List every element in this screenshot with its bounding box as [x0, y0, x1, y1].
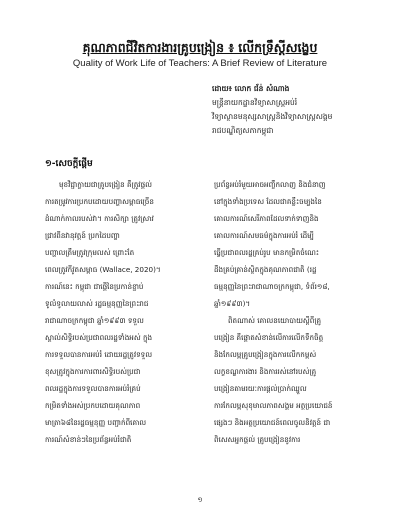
author-affiliation-line: វិទ្យាស្ថានមនុស្សសាស្ត្រនិងវិទ្យាសាស្ត្រសង្គម — [212, 112, 333, 121]
body-line: លក្ខខណ្ឌការងារ និងការរស់នៅរបស់គ្រូ — [214, 367, 317, 376]
body-line: គោលការណ៍សមធម៌ក្នុងការអប់រំ ដើម្បី — [214, 231, 314, 240]
body-line: មាត្រា៦៨នៃរដ្ឋធម្មនុញ្ញ បញ្ជាក់ពីគោល — [45, 418, 147, 427]
body-line: ខុសត្រូវក្នុងការការពារសិទ្ធិរបស់ប្រជា — [45, 367, 141, 376]
body-line: ធ្វើប្រជាពលរដ្ឋគ្រប់រូប មានកម្រិតចំណេះ — [214, 248, 320, 257]
article-subtitle-english: Quality of Work Life of Teachers: A Brief Review of Literature — [72, 58, 328, 69]
section-heading: ១-សេចក្តីផ្តើម — [45, 159, 93, 169]
body-line: បញ្ហាលត្រឹមត្រូវក្រុមលស់ ព្រោះតែ — [45, 248, 135, 257]
body-line: និងកែលម្អគ្រូបង្រៀនក្នុងការលើកកម្ពស់ — [214, 350, 317, 359]
body-line: ការណ៍សំខាន់ៗនៃប្រព័ន្ធអប់រំជាតិ — [45, 435, 132, 444]
body-line: ការកែលម្អសុខុមាលភាពសង្គម អត្ថប្រយោជន៍ — [214, 401, 333, 410]
body-line: គោលការណ៍សេរីភាពដែលទាក់ទាញនិង — [214, 214, 319, 223]
body-line: ជ្រាវពីនវានុវត្តន៍ ប្រកដៃបញ្ហា — [45, 231, 120, 240]
body-line: ស្គាល់សិទ្ធិរបស់ប្រជាពលរដ្ឋទាំងអស់ ក្នុង — [45, 333, 153, 342]
body-line: កម្រិតទាំងអស់ប្រកបដោយគុណភាព — [45, 401, 141, 410]
body-line: បង្រៀន គឺផ្តោតសំខាន់លើការលើកទឹកចិត្ត — [214, 333, 324, 342]
author-affiliation-line: មន្ត្រីនាយកដ្ឋានវិទ្យាសាស្ត្រអប់រំ — [212, 98, 298, 107]
body-line: នៅក្នុងទាំងប្រទេស ដែលជាគន្លឹះចម្បងនៃ — [214, 197, 322, 206]
body-line: ការទទួលបានការអប់រំ ដោយរដ្ឋត្រូវទទួល — [45, 350, 153, 359]
body-line: ធម្មនុញ្ញនៃព្រះរាជាណាចក្រកម្ពុជា, ទំព័រ១៨, — [214, 282, 330, 291]
body-column-left — [45, 176, 197, 448]
body-line: ដឹងគ្រប់គ្រាន់ស្ថិតក្នុងគុណភាពជាតិ (រដ្ឋ — [214, 265, 317, 274]
body-line: ពិតណាស់ គោលនយោបាយស្តីពីគ្រូ — [228, 316, 322, 325]
author-name: ដោយ៖ លោក ជ័ន់ សំណាង — [212, 84, 290, 93]
body-line: ទូលំទូលាយលាស់ រដ្ឋធម្មនុញ្ញនៃព្រះរាជ — [45, 299, 149, 308]
author-affiliation-line: រាជបណ្ឌិត្យសភាកម្ពុជា — [212, 126, 274, 135]
body-column-right — [214, 176, 364, 448]
body-line: ការណ៍នេះ កម្ពុជា ជាផ្តេីនៃប្រកាន់ខ្ជាប់ — [45, 282, 144, 291]
body-line: ដំណាក់កាលរបស់វា។ ការសិក្សា ត្រូវស្រាវ — [45, 214, 154, 223]
body-line: ប្រព័ន្ធអប់រំមួយអាចអញ្ចឹកលាញ និងជំនាញ — [214, 180, 326, 189]
article-title: គុណភាពជីវិតការងារគ្រូបង្រៀន ៖ លើកទ្រឹស្តីសង្ខេប — [82, 40, 318, 55]
body-line: រាជាណាចក្រកម្ពុជា ឆ្នាំ១៩៩៣ ទទួល — [45, 316, 144, 325]
body-line: បង្រៀនតាមរយៈការផ្តល់ប្រាក់ឈ្នួល — [214, 384, 307, 393]
body-line: មុខវិជ្ជាក្លាយជាគ្រូបង្រៀន គឺត្រូវផ្តល់ — [59, 180, 152, 189]
body-line: ផ្សេងៗ និងអត្ថប្រយោជន៍ពេលចូលនិវត្តន៍ ជា — [214, 418, 331, 427]
body-line: ពេលត្រូវកីវូតសម្ពាធ (Wallace, 2020)។ — [45, 265, 161, 274]
body-line: ឆ្នាំ១៩៩៣)។ — [214, 299, 251, 308]
body-line: ពិសេសអ្នកផ្តល់ គ្រូបង្រៀននូវការ — [214, 435, 301, 444]
body-line: ពលរដ្ឋក្នុងការទទួលបានការអប់រំគ្រប់ — [45, 384, 141, 393]
page-number: ១ — [197, 496, 203, 504]
body-line: ការតម្រូវការប្រកបដោយបញ្ហាសម្ពាធច្រើន — [45, 197, 154, 206]
author-block — [212, 82, 372, 138]
